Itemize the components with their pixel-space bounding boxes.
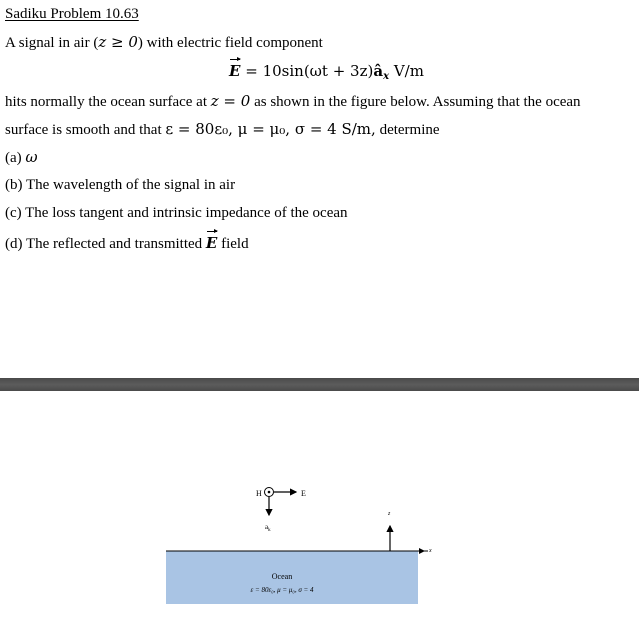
intro-text-a: A signal in air (: [5, 35, 99, 51]
intro-text-b: ) with electric field component: [137, 35, 323, 51]
surface-text-a: surface is smooth and that: [5, 122, 166, 138]
part-b-text: The wavelength of the signal in air: [25, 177, 236, 193]
part-d-e-vector: E: [205, 234, 218, 252]
ak-label: $a_k$: [265, 523, 271, 533]
section-divider: [0, 378, 639, 391]
part-d-label: (d): [5, 236, 26, 252]
e-vector-symbol: E: [229, 62, 241, 80]
part-c-text: The loss tangent and intrinsic impedance of the ocean: [25, 205, 348, 221]
part-b-label: (b): [5, 177, 26, 193]
e-label: E: [301, 489, 306, 498]
hits-line: [5, 92, 581, 111]
z-axis-label: z: [388, 511, 391, 517]
problem-title: Sadiku Problem 10.63: [5, 6, 139, 22]
part-d-text: The reflected and transmitted: [25, 236, 206, 252]
part-a-label: (a): [5, 150, 26, 166]
x-axis-label: x: [429, 548, 432, 554]
equation-unit: V/m: [389, 62, 424, 80]
h-label: H: [256, 489, 262, 498]
part-d: [5, 234, 249, 253]
unit-vector-ax: $â_x$: [373, 62, 390, 82]
equation-rhs: = 10sin(ωt + 3z): [240, 62, 374, 80]
part-a: [5, 148, 38, 167]
part-b: [5, 176, 235, 194]
part-d-suffix: field: [217, 236, 249, 252]
ocean-figure: [0, 391, 639, 620]
part-c: [5, 204, 348, 222]
h-dot: [268, 491, 271, 494]
surface-text-b: determine: [375, 122, 440, 138]
hits-text-a: hits normally the ocean surface at: [5, 94, 211, 110]
surface-params: ε = 80ε₀, μ = μ₀, σ = 4 S/m,: [165, 120, 376, 138]
intro-condition: z ≥ 0: [98, 33, 138, 51]
hits-text-b: as shown in the figure below. Assuming that the ocean: [250, 94, 581, 110]
field-equation: [0, 62, 639, 86]
ocean-label: Ocean: [271, 572, 293, 581]
part-a-math: ω: [25, 148, 38, 166]
ocean-params: ε = 80ε₀, μ = μ₀, σ = 4: [250, 586, 314, 594]
surface-line: [5, 120, 440, 139]
part-c-label: (c): [5, 205, 26, 221]
hits-condition: z = 0: [210, 92, 251, 110]
intro-line: [5, 33, 323, 52]
